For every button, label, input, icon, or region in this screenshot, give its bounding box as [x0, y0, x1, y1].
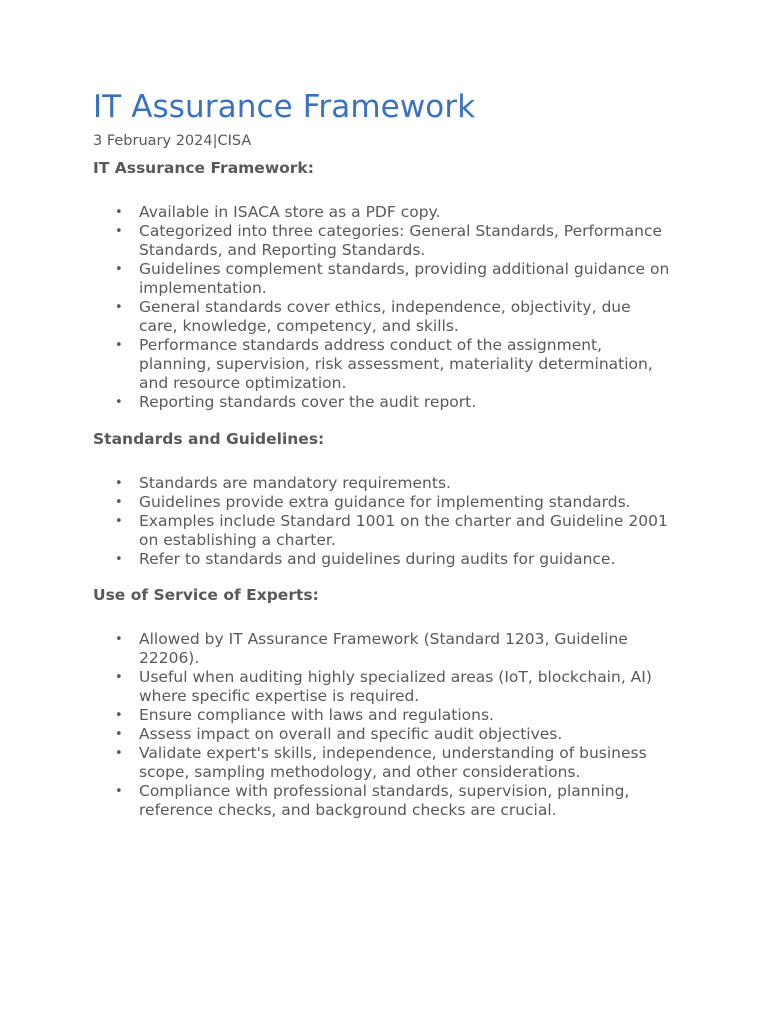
- bullet-icon: •: [115, 476, 123, 491]
- bullet-list: [93, 630, 673, 820]
- bullet-icon: •: [115, 395, 123, 410]
- document-meta: 3 February 2024|CISA: [93, 133, 252, 149]
- bullet-icon: •: [115, 224, 123, 239]
- list-item: • Compliance with professional standards, supervision, planning, reference checks, and background checks are crucial.: [115, 782, 630, 819]
- bullet-icon: •: [115, 746, 123, 761]
- list-item: • Useful when auditing highly specialized areas (IoT, blockchain, AI) where specific expertise is required.: [115, 668, 652, 705]
- list-item: • Guidelines provide extra guidance for implementing standards.: [115, 493, 631, 511]
- list-item: • Guidelines complement standards, providing additional guidance on implementation.: [115, 260, 670, 297]
- list-item: • Allowed by IT Assurance Framework (Standard 1203, Guideline 22206).: [115, 630, 628, 667]
- list-item: • Categorized into three categories: General Standards, Performance Standards, and Reporting Standards.: [115, 222, 662, 259]
- list-item: • Assess impact on overall and specific audit objectives.: [115, 725, 563, 743]
- bullet-list: [93, 203, 673, 412]
- bullet-icon: •: [115, 670, 123, 685]
- section-heading: Use of Service of Experts:: [93, 586, 319, 604]
- document-title: IT Assurance Framework: [93, 89, 476, 125]
- bullet-icon: •: [115, 262, 123, 277]
- list-item: • Refer to standards and guidelines during audits for guidance.: [115, 550, 616, 568]
- list-item: • Performance standards address conduct of the assignment, planning, supervision, risk assessment, materiality determination, and resource optimization.: [115, 336, 653, 392]
- list-item: • General standards cover ethics, independence, objectivity, due care, knowledge, competency, and skills.: [115, 298, 631, 335]
- section-heading: Standards and Guidelines:: [93, 430, 325, 448]
- list-item: • Examples include Standard 1001 on the charter and Guideline 2001 on establishing a charter.: [115, 512, 668, 549]
- list-item: • Available in ISACA store as a PDF copy.: [115, 203, 441, 221]
- bullet-icon: •: [115, 784, 123, 799]
- bullet-icon: •: [115, 338, 123, 353]
- bullet-icon: •: [115, 708, 123, 723]
- list-item: • Validate expert's skills, independence, understanding of business scope, sampling methodology, and other considerations.: [115, 744, 647, 781]
- document-page: [93, 86, 673, 820]
- bullet-icon: •: [115, 514, 123, 529]
- bullet-icon: •: [115, 300, 123, 315]
- list-item: • Ensure compliance with laws and regulations.: [115, 706, 494, 724]
- list-item: • Standards are mandatory requirements.: [115, 474, 451, 492]
- section-heading: IT Assurance Framework:: [93, 159, 314, 177]
- bullet-icon: •: [115, 552, 123, 567]
- bullet-icon: •: [115, 727, 123, 742]
- bullet-icon: •: [115, 205, 123, 220]
- list-item: • Reporting standards cover the audit report.: [115, 393, 477, 411]
- bullet-list: [93, 474, 673, 569]
- bullet-icon: •: [115, 632, 123, 647]
- bullet-icon: •: [115, 495, 123, 510]
